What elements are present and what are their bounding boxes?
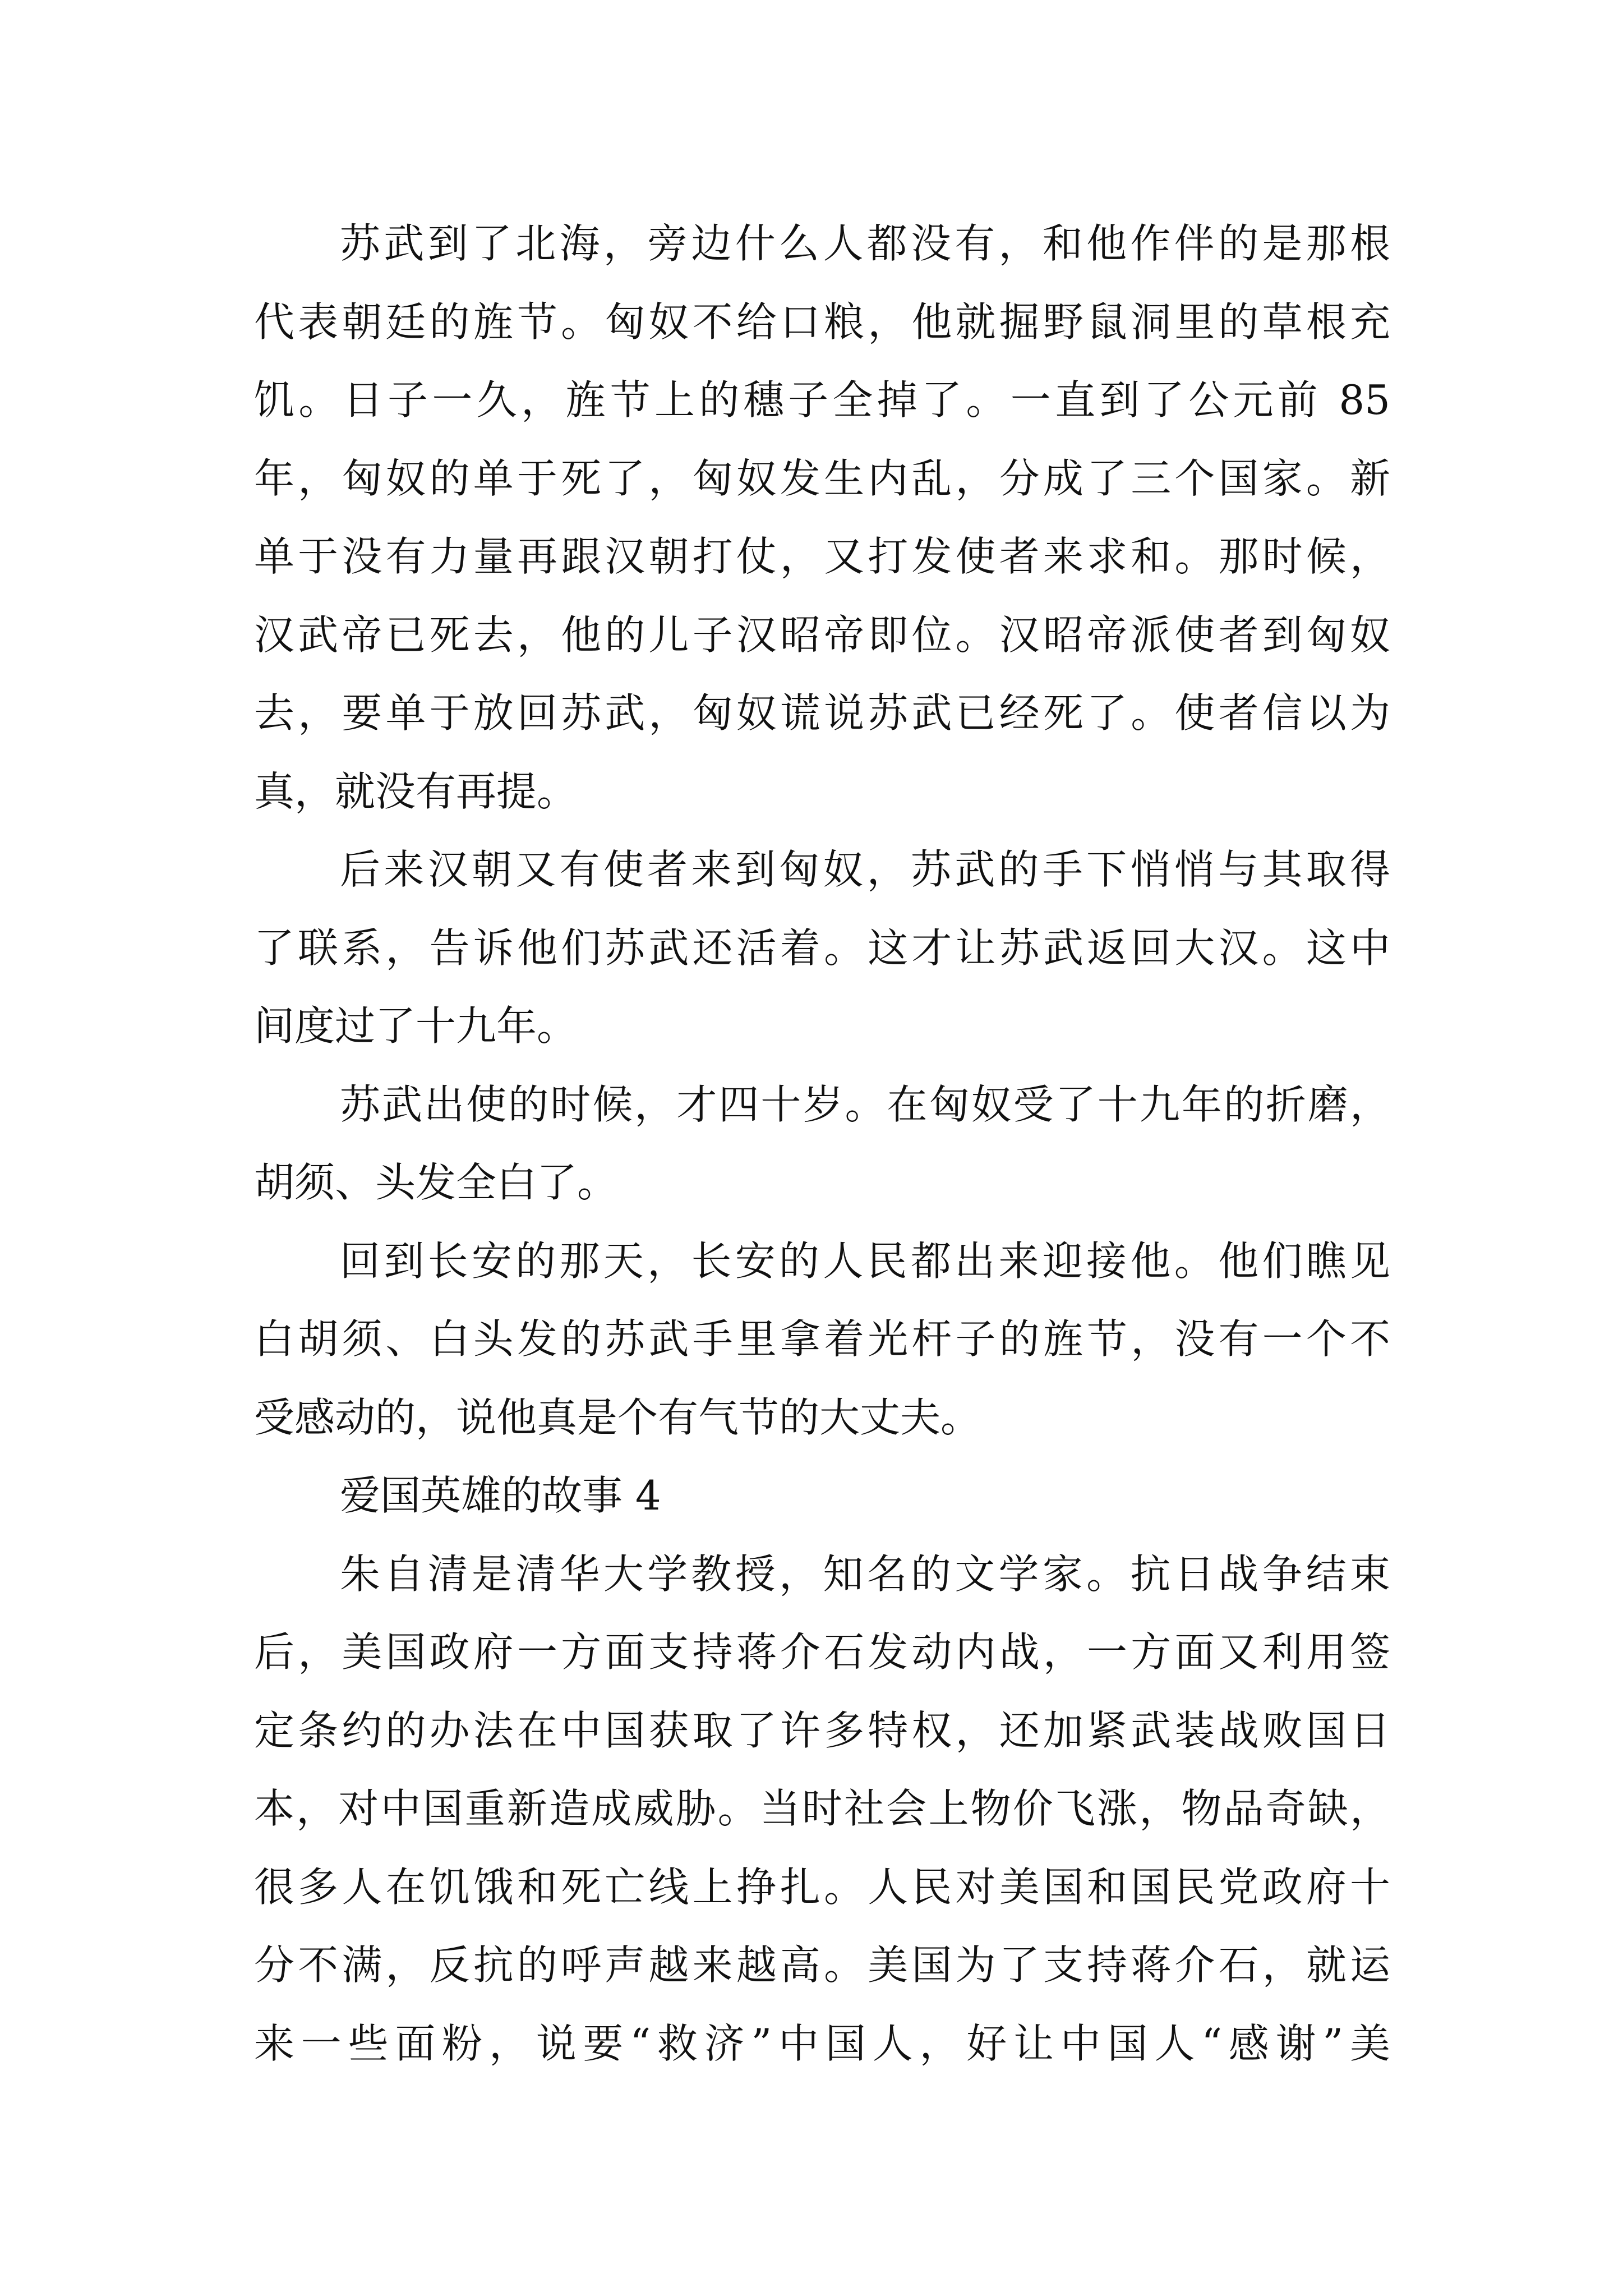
text-line: 年，匈奴的单于死了，匈奴发生内乱，分成了三个国家。新 <box>254 454 1390 502</box>
section-heading-block <box>254 1457 1390 1535</box>
text-line: 苏武出使的时候，才四十岁。在匈奴受了十九年的折磨， <box>340 1080 1390 1128</box>
text-line: 很多人在饥饿和死亡线上挣扎。人民对美国和国民党政府十 <box>254 1863 1390 1911</box>
text-line: 去，要单于放回苏武，匈奴谎说苏武已经死了。使者信以为 <box>254 689 1390 737</box>
body-text <box>254 205 1390 2083</box>
paragraph <box>254 1222 1390 1457</box>
text-line: 真，就没有再提。 <box>254 767 578 815</box>
text-line: 饥。日子一久，旌节上的穗子全掉了。一直到了公元前 85 <box>254 376 1390 424</box>
text-line: 受感动的，说他真是个有气节的大丈夫。 <box>254 1393 981 1441</box>
text-line: 后，美国政府一方面支持蒋介石发动内战，一方面又利用签 <box>254 1628 1390 1676</box>
text-line: 本，对中国重新造成威胁。当时社会上物价飞涨，物品奇缺， <box>254 1785 1390 1832</box>
text-line: 回到长安的那天，长安的人民都出来迎接他。他们瞧见 <box>340 1237 1390 1285</box>
paragraph <box>254 1535 1390 2083</box>
text-line: 来一些面粉，说要“救济”中国人，好让中国人“感谢”美 <box>254 2019 1390 2067</box>
text-line: 苏武到了北海，旁边什么人都没有，和他作伴的是那根 <box>340 220 1390 267</box>
paragraph <box>254 205 1390 831</box>
paragraph <box>254 1066 1390 1222</box>
text-line: 白胡须、白头发的苏武手里拿着光杆子的旌节，没有一个不 <box>254 1315 1390 1363</box>
text-line: 朱自清是清华大学教授，知名的文学家。抗日战争结束 <box>340 1550 1390 1598</box>
paragraph <box>254 831 1390 1066</box>
section-heading: 爱国英雄的故事 4 <box>340 1472 661 1519</box>
text-line: 了联系，告诉他们苏武还活着。这才让苏武返回大汉。这中 <box>254 924 1390 972</box>
text-line: 代表朝廷的旌节。匈奴不给口粮，他就掘野鼠洞里的草根充 <box>254 298 1390 346</box>
text-line: 定条约的办法在中国获取了许多特权，还加紧武装战败国日 <box>254 1706 1390 1754</box>
text-line: 胡须、头发全白了。 <box>254 1159 618 1206</box>
text-line: 间度过了十九年。 <box>254 1002 578 1050</box>
text-line: 单于没有力量再跟汉朝打仗，又打发使者来求和。那时候， <box>254 533 1390 580</box>
text-line: 汉武帝已死去，他的儿子汉昭帝即位。汉昭帝派使者到匈奴 <box>254 611 1390 659</box>
text-line: 后来汉朝又有使者来到匈奴，苏武的手下悄悄与其取得 <box>340 846 1390 893</box>
text-line: 分不满，反抗的呼声越来越高。美国为了支持蒋介石，就运 <box>254 1941 1390 1989</box>
